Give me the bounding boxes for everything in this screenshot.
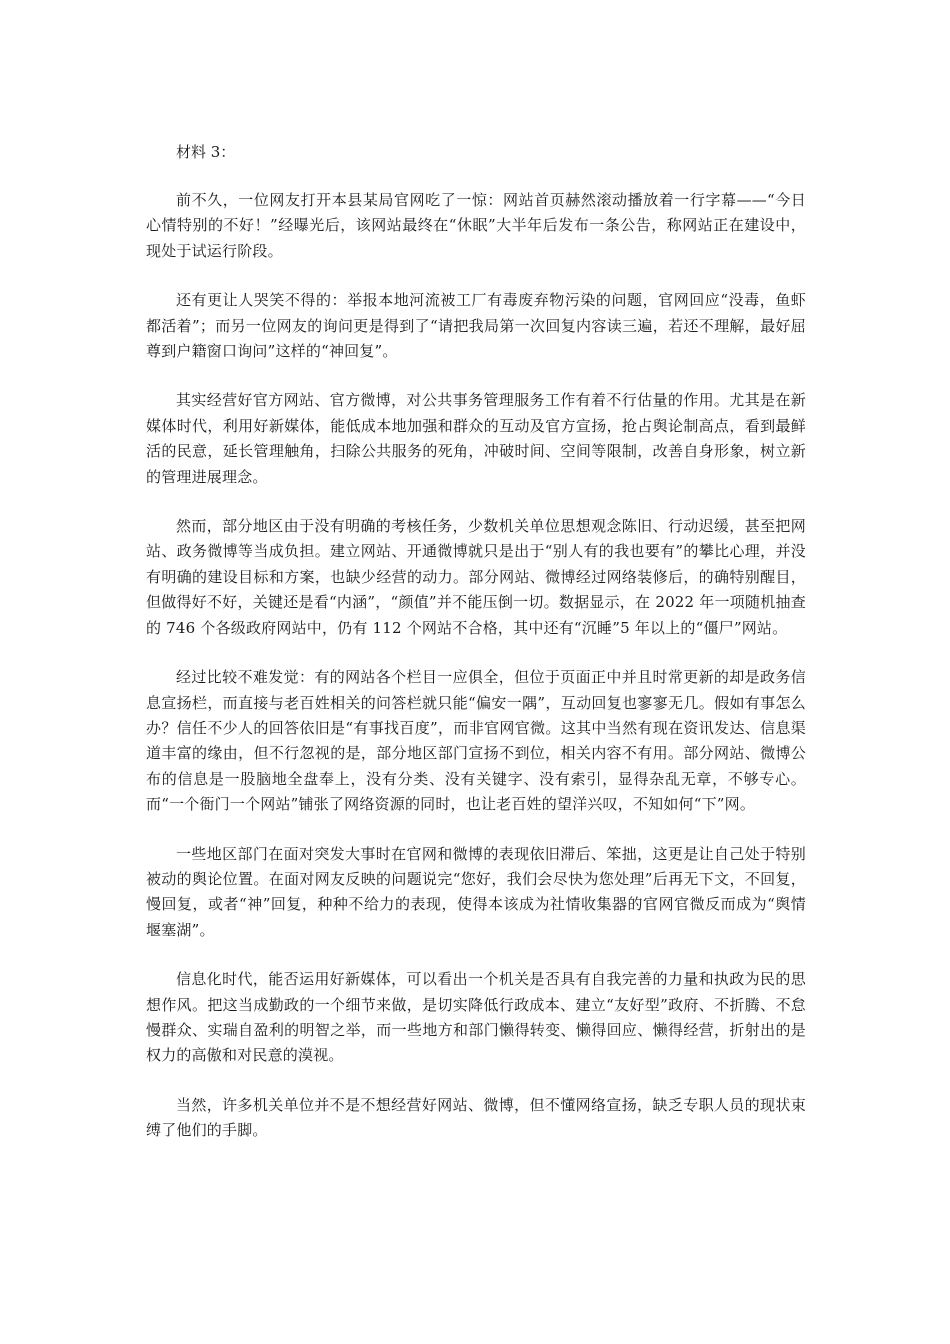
paragraph-5: 经过比较不难发觉：有的网站各个栏目一应俱全，但位于页面正中并且时常更新的却是政务信息宣扬栏，而直接与老百姓相关的问答栏就只能“偏安一隅”，互动回复也寥寥无几。假如有事怎么办？信任不少人的回答依旧是“有事找百度”，而非官网官微。这其中当然有现在资讯发达、信息渠道丰富的缘由，但不行忽视的是，部分地区部门宣扬不到位，相关内容不有用。部分网站、微博公布的信息是一股脑地全盘奉上，没有分类、没有关键字、没有索引，显得杂乱无章，不够专心。而“一个衙门一个网站”铺张了网络资源的同时，也让老百姓的望洋兴叹，不知如何“下”网。 [146, 668, 806, 814]
paragraph-6: 一些地区部门在面对突发大事时在官网和微博的表现依旧滞后、笨拙，这更是让自己处于特别被动的舆论位置。在面对网友反映的问题说完“您好，我们会尽快为您处理”后再无下文，不回复，慢回复，或者“神”回复，种种不给力的表现，使得本该成为社情收集器的官网官微反而成为“舆情堰塞湖”。 [146, 844, 806, 939]
paragraph-2: 还有更让人哭笑不得的：举报本地河流被工厂有毒废弃物污染的问题，官网回应“没毒，鱼虾都活着”；而另一位网友的询问更是得到了“请把我局第一次回复内容读三遍，若还不理解，最好屈尊到户籍窗口询问”这样的“神回复”。 [146, 291, 806, 361]
paragraph-4: 然而，部分地区由于没有明确的考核任务，少数机关单位思想观念陈旧、行动迟缓，甚至把网站、政务微博等当成负担。建立网站、开通微博就只是出于“别人有的我也要有”的攀比心理，并没有明确的建设目标和方案，也缺少经营的动力。部分网站、微博经过网络装修后，的确特别醒目，但做得好不好，关键还是看“内涵”，“颜值”并不能压倒一切。数据显示，在 2022 年一项随机抽查的 746 个各级政府网站中，仍有 112 个网站不合格，其中还有“沉睡”5 年以上的“僵尸”网站。 [146, 517, 806, 637]
paragraph-3: 其实经营好官方网站、官方微博，对公共事务管理服务工作有着不行估量的作用。尤其是在新媒体时代，利用好新媒体，能低成本地加强和群众的互动及官方宣扬，抢占舆论制高点，看到最鲜活的民意，延长管理触角，扫除公共服务的死角，冲破时间、空间等限制，改善自身形象，树立新的管理进展理念。 [146, 391, 806, 486]
material-heading: 材料 3： [176, 143, 236, 161]
paragraph-1: 前不久，一位网友打开本县某局官网吃了一惊：网站首页赫然滚动播放着一行字幕——“今日心情特别的不好！”经曝光后，该网站最终在“休眠”大半年后发布一条公告，称网站正在建设中，现处于试运行阶段。 [146, 191, 806, 260]
document-page [146, 140, 806, 1168]
paragraph-8: 当然，许多机关单位并不是不想经营好网站、微博，但不懂网络宣扬，缺乏专职人员的现状束缚了他们的手脚。 [146, 1095, 806, 1140]
paragraph-7: 信息化时代，能否运用好新媒体，可以看出一个机关是否具有自我完善的力量和执政为民的思想作风。把这当成勤政的一个细节来做，是切实降低行政成本、建立“友好型”政府、不折腾、不怠慢群众、实瑞自盈利的明智之举，而一些地方和部门懒得转变、懒得回应、懒得经营，折射出的是权力的高傲和对民意的漠视。 [146, 970, 806, 1065]
